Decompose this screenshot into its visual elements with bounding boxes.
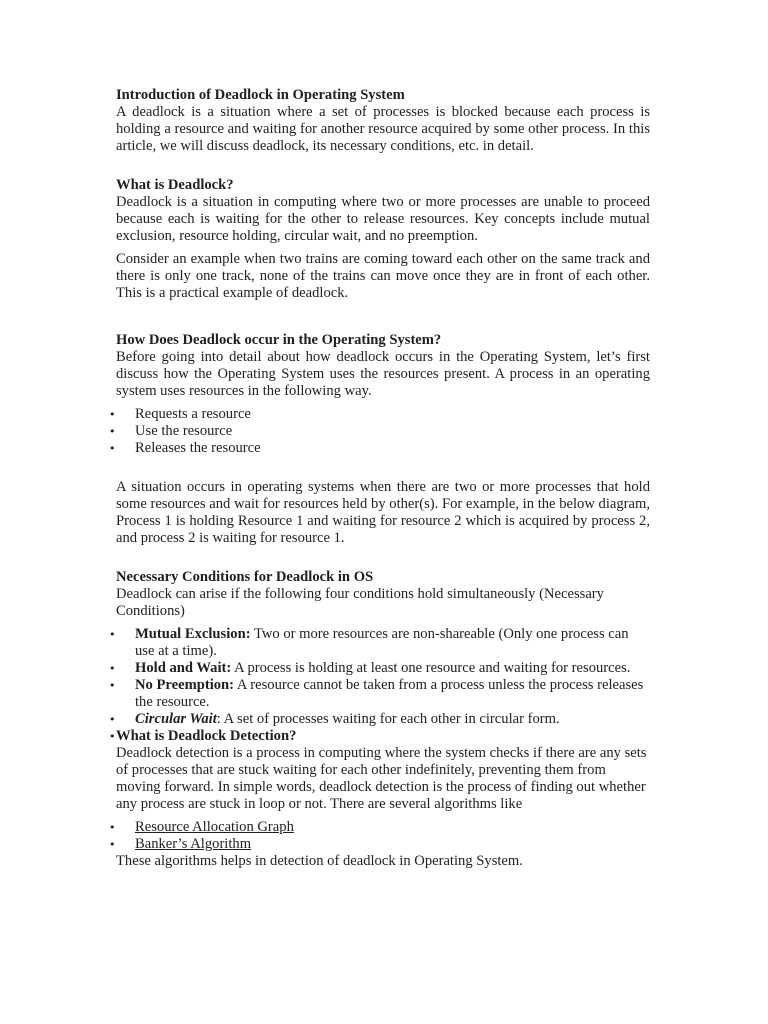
list-item: • Use the resource bbox=[116, 423, 650, 440]
list-item bbox=[116, 819, 650, 836]
intro-heading: Introduction of Deadlock in Operating System bbox=[116, 87, 405, 103]
condition-term: Hold and Wait: bbox=[135, 660, 232, 676]
condition-hold-and-wait bbox=[116, 660, 650, 677]
condition-text: A resource cannot be taken from a process unless the process releases the resource. bbox=[135, 677, 644, 710]
deadlock-detection-paragraph: Deadlock detection is a process in computing where the system checks if there are any sets of processes that are stuck waiting for each other indefinitely, preventing them from moving forward. In simple words, deadlock detection is the process of finding out whether any process are stuck in loop or not. There are several algorithms like bbox=[116, 745, 647, 812]
condition-text: Two or more resources are non-shareable (Only one process can use at a time). bbox=[135, 626, 629, 659]
deadlock-detection-heading: What is Deadlock Detection? bbox=[116, 728, 297, 744]
what-is-deadlock-paragraph: Deadlock is a situation in computing where two or more processes are unable to proceed because each is waiting for the other to release resources. Key concepts include mutual exclusion, resource holding, circular wait, and no preemption. bbox=[116, 194, 650, 244]
train-example-paragraph: Consider an example when two trains are coming toward each other on the same track and there is only one track, none of the trains can move once they are in front of each other. This is a practical example of deadlock. bbox=[116, 251, 650, 301]
condition-term: Circular Wait bbox=[135, 711, 217, 727]
necessary-conditions-paragraph: Deadlock can arise if the following four conditions hold simultaneously (Necessary Conditions) bbox=[116, 586, 604, 619]
closing-paragraph: These algorithms helps in detection of deadlock in Operating System. bbox=[116, 853, 523, 869]
resource-allocation-graph-link[interactable]: Resource Allocation Graph bbox=[135, 819, 294, 835]
condition-circular-wait bbox=[116, 711, 650, 728]
condition-text: : A set of processes waiting for each other in circular form. bbox=[216, 711, 560, 727]
conditions-list bbox=[116, 626, 650, 728]
bankers-algorithm-link[interactable]: Banker’s Algorithm bbox=[135, 836, 252, 852]
condition-text: A process is holding at least one resource and waiting for resources. bbox=[231, 660, 631, 676]
how-deadlock-occurs-paragraph: Before going into detail about how deadlock occurs in the Operating System, let’s first discuss how the Operating System uses the resources present. A process in an operating system uses resources in the following way. bbox=[116, 349, 650, 399]
how-deadlock-occurs-heading: How Does Deadlock occur in the Operating System? bbox=[116, 332, 442, 348]
list-item bbox=[116, 836, 650, 853]
condition-term: Mutual Exclusion: bbox=[135, 626, 251, 642]
document-page bbox=[116, 87, 650, 870]
what-is-deadlock-heading: What is Deadlock? bbox=[116, 177, 234, 193]
condition-no-preemption bbox=[116, 677, 650, 711]
algorithms-list bbox=[116, 819, 650, 853]
resource-usage-list bbox=[116, 406, 650, 457]
necessary-conditions-heading: Necessary Conditions for Deadlock in OS bbox=[116, 569, 374, 585]
list-item: • Releases the resource bbox=[116, 440, 650, 457]
list-item: • Requests a resource bbox=[116, 406, 650, 423]
situation-paragraph: A situation occurs in operating systems when there are two or more processes that hold some resources and wait for resources held by other(s). For example, in the below diagram, Process 1 is holding Resource 1 and waiting for resource 2 which is acquired by process 2, and process 2 is waiting for resource 1. bbox=[116, 479, 650, 546]
condition-term: No Preemption: bbox=[135, 677, 235, 693]
condition-mutual-exclusion bbox=[116, 626, 650, 660]
intro-paragraph: A deadlock is a situation where a set of processes is blocked because each process is holding a resource and waiting for another resource acquired by some other process. In this article, we will discuss deadlock, its necessary conditions, etc. in detail. bbox=[116, 104, 650, 154]
